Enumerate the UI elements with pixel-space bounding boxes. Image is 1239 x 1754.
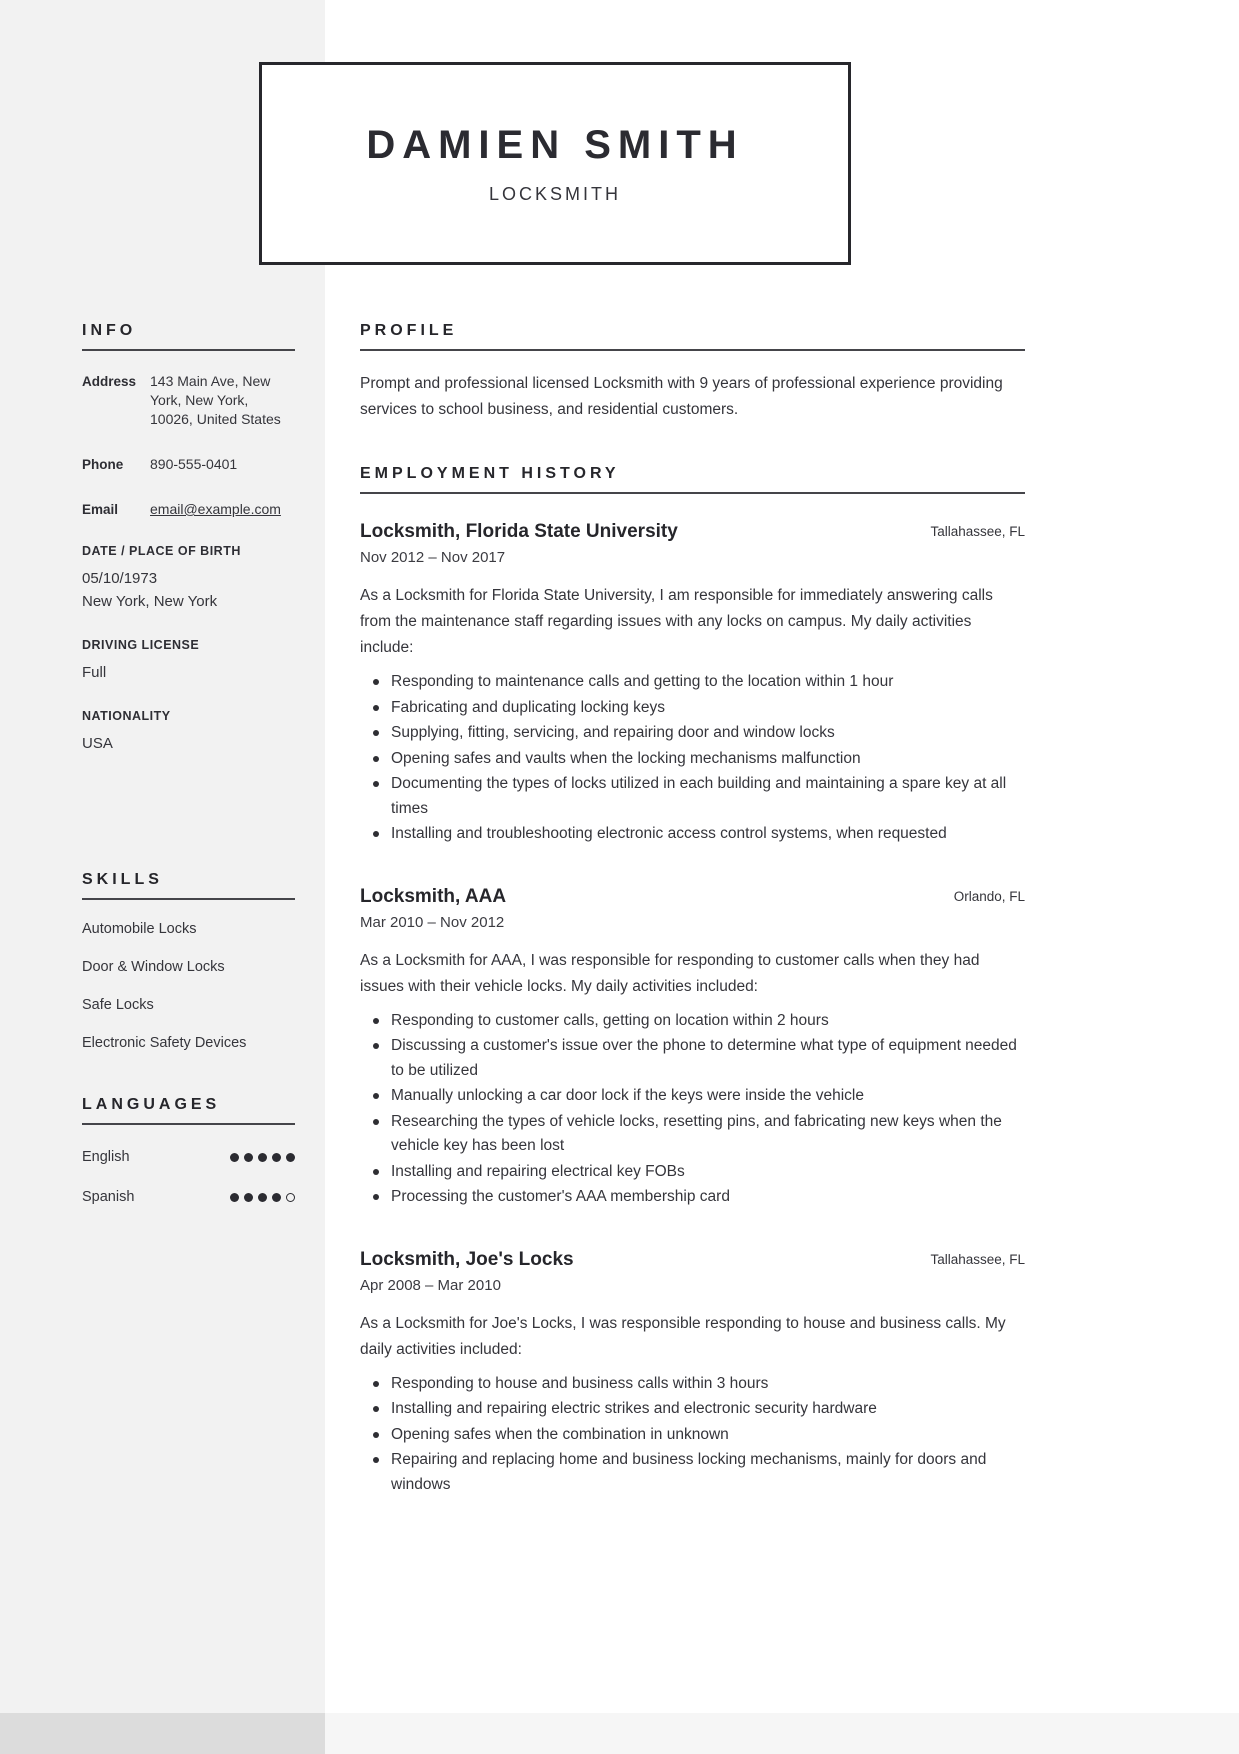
page-edge-right xyxy=(325,1713,1239,1754)
bullet-item: Supplying, fitting, servicing, and repairing door and window locks xyxy=(360,721,1025,746)
name-box xyxy=(259,62,851,265)
job-header xyxy=(360,885,1025,909)
info-heading: INFO xyxy=(82,322,137,339)
level-dot-filled xyxy=(244,1193,253,1202)
job-entry xyxy=(360,1248,1025,1498)
birth-date: 05/10/1973 xyxy=(82,570,158,587)
birth-heading: DATE / PLACE OF BIRTH xyxy=(82,544,241,558)
language-level-dots xyxy=(230,1153,295,1162)
language-level-dots xyxy=(230,1193,295,1202)
job-title: Locksmith, AAA xyxy=(360,885,507,907)
address-value: 143 Main Ave, New York, New York, 10026, United States xyxy=(150,373,281,427)
email-label: Email xyxy=(82,502,119,517)
level-dot-filled xyxy=(230,1153,239,1162)
language-row xyxy=(82,1149,295,1165)
candidate-role: LOCKSMITH xyxy=(488,183,621,204)
employment-rule xyxy=(360,492,1025,494)
job-header xyxy=(360,520,1025,544)
level-dot-filled xyxy=(244,1153,253,1162)
address-row xyxy=(82,372,295,429)
bullet-item: Opening safes when the combination in unknown xyxy=(360,1423,1025,1448)
sidebar xyxy=(82,322,295,1205)
skills-rule xyxy=(82,898,295,900)
license-value: Full xyxy=(82,664,107,681)
bullet-item: Installing and repairing electric strikes and electronic security hardware xyxy=(360,1397,1025,1422)
skill-item: Automobile Locks xyxy=(82,921,197,937)
job-title: Locksmith, Florida State University xyxy=(360,521,678,542)
skill-item: Door & Window Locks xyxy=(82,959,225,975)
skills-heading: SKILLS xyxy=(82,871,163,888)
job-location: Orlando, FL xyxy=(953,888,1025,904)
birth-place: New York, New York xyxy=(82,593,218,610)
job-bullets xyxy=(360,1009,1025,1210)
profile-rule xyxy=(360,349,1025,351)
language-row xyxy=(82,1189,295,1205)
job-location: Tallahassee, FL xyxy=(930,1251,1025,1267)
level-dot-filled xyxy=(258,1193,267,1202)
address-label: Address xyxy=(82,374,137,389)
license-heading: DRIVING LICENSE xyxy=(82,638,200,652)
job-bullets xyxy=(360,1372,1025,1498)
bullet-item: Researching the types of vehicle locks, resetting pins, and fabricating new keys when the vehicle key has been lost xyxy=(360,1110,1025,1159)
job-entry xyxy=(360,885,1025,1210)
language-name: Spanish xyxy=(82,1189,135,1205)
candidate-name: DAMIEN SMITH xyxy=(366,122,744,167)
employment-heading: EMPLOYMENT HISTORY xyxy=(360,465,620,482)
skill-item: Safe Locks xyxy=(82,997,154,1013)
bullet-item: Manually unlocking a car door lock if the keys were inside the vehicle xyxy=(360,1084,1025,1109)
birth-values xyxy=(82,567,295,613)
languages-rule xyxy=(82,1123,295,1125)
job-dates: Nov 2012 – Nov 2017 xyxy=(360,549,506,566)
info-rule xyxy=(82,349,295,351)
bullet-item: Fabricating and duplicating locking keys xyxy=(360,696,1025,721)
bullet-item: Installing and repairing electrical key FOBs xyxy=(360,1160,1025,1185)
email-row xyxy=(82,500,295,519)
job-entry xyxy=(360,520,1025,847)
level-dot-filled xyxy=(272,1193,281,1202)
profile-heading: PROFILE xyxy=(360,322,458,339)
level-dot-filled xyxy=(286,1153,295,1162)
phone-row xyxy=(82,455,295,474)
bullet-item: Repairing and replacing home and business locking mechanisms, mainly for doors and windows xyxy=(360,1448,1025,1497)
job-intro: As a Locksmith for Florida State University, I am responsible for immediately answering calls from the maintenance staff regarding issues with any locks on campus. My daily activities include: xyxy=(360,587,993,656)
job-dates: Mar 2010 – Nov 2012 xyxy=(360,913,505,931)
level-dot-filled xyxy=(258,1153,267,1162)
languages-heading: LANGUAGES xyxy=(82,1096,221,1113)
page-edge-left xyxy=(0,1713,325,1754)
job-bullets xyxy=(360,670,1025,847)
job-dates: Apr 2008 – Mar 2010 xyxy=(360,1276,501,1294)
bullet-item: Processing the customer's AAA membership card xyxy=(360,1185,1025,1210)
job-title: Locksmith, Joe's Locks xyxy=(360,1248,574,1270)
job-header xyxy=(360,1248,1025,1272)
level-dot-empty xyxy=(286,1193,295,1202)
job-intro: As a Locksmith for AAA, I was responsible for responding to customer calls when they had issues with their vehicle locks. My daily activities included: xyxy=(360,951,980,995)
bullet-item: Responding to maintenance calls and getting to the location within 1 hour xyxy=(360,670,1025,695)
bullet-item: Installing and troubleshooting electronic access control systems, when requested xyxy=(360,822,1025,847)
bullet-item: Opening safes and vaults when the locking mechanisms malfunction xyxy=(360,747,1025,772)
bullet-item: Discussing a customer's issue over the phone to determine what type of equipment needed to be utilized xyxy=(360,1034,1025,1083)
level-dot-filled xyxy=(272,1153,281,1162)
job-location: Tallahassee, FL xyxy=(930,524,1025,539)
main-column xyxy=(360,322,1025,1498)
email-link[interactable]: email@example.com xyxy=(150,501,281,517)
phone-label: Phone xyxy=(82,457,124,472)
level-dot-filled xyxy=(230,1193,239,1202)
nationality-value: USA xyxy=(82,735,113,752)
profile-text: Prompt and professional licensed Locksmith with 9 years of professional experience providing services to school business, and residential customers. xyxy=(360,375,1003,418)
bullet-item: Documenting the types of locks utilized in each building and maintaining a spare key at all times xyxy=(360,772,1025,821)
bullet-item: Responding to customer calls, getting on location within 2 hours xyxy=(360,1009,1025,1034)
phone-value: 890-555-0401 xyxy=(150,456,238,472)
job-intro: As a Locksmith for Joe's Locks, I was responsible responding to house and business calls. My daily activities included: xyxy=(360,1314,1006,1358)
skill-item: Electronic Safety Devices xyxy=(82,1035,247,1051)
bullet-item: Responding to house and business calls within 3 hours xyxy=(360,1372,1025,1397)
nationality-heading: NATIONALITY xyxy=(82,709,171,723)
language-name: English xyxy=(82,1149,130,1165)
